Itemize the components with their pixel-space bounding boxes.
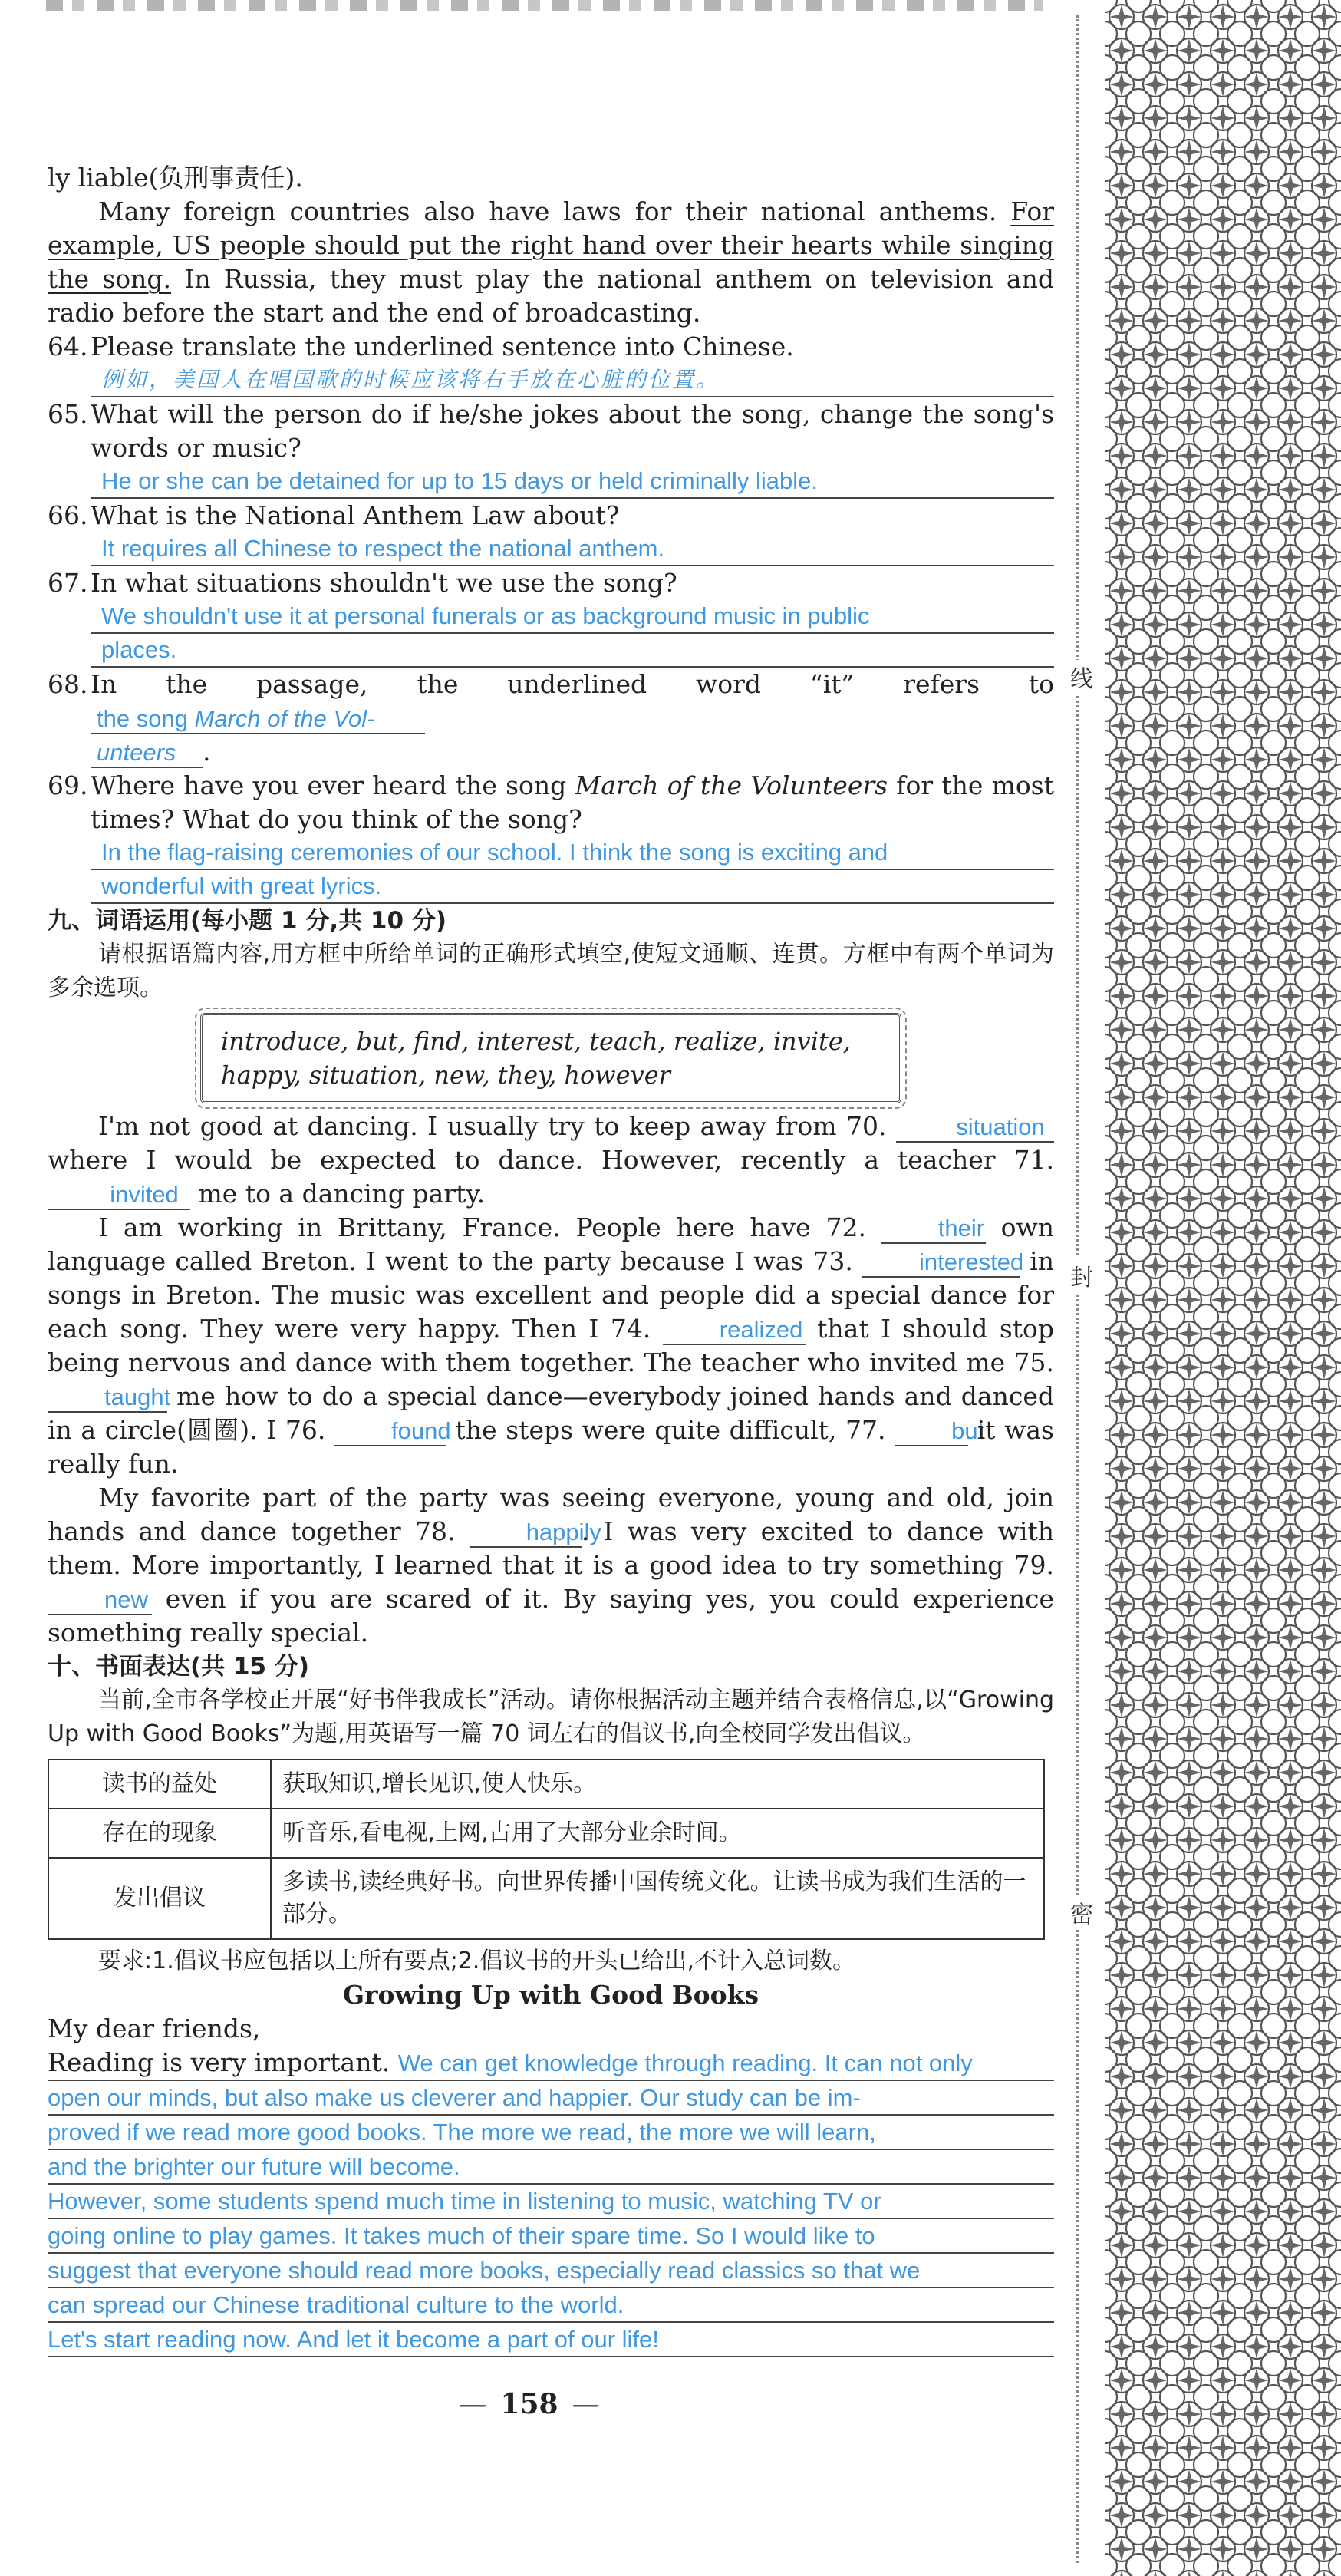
answer-66[interactable]: It requires all Chinese to respect the national anthem. xyxy=(91,533,1054,566)
answer-68-cont[interactable]: unteers xyxy=(91,739,203,768)
word-box xyxy=(200,1013,901,1103)
margin-label-middle: 封 xyxy=(1068,1258,1096,1292)
answer-69-line1[interactable]: In the flag-raising ceremonies of our school. I think the song is exciting and xyxy=(91,836,1054,870)
question-67: 67. In what situations shouldn't we use the song? xyxy=(48,568,677,598)
essay-line: going online to play games. It takes much of their spare time. So I would like to xyxy=(48,2219,1054,2254)
answer-69-line2[interactable]: wonderful with great lyrics. xyxy=(91,870,1054,904)
cloze-paragraph-1: I'm not good at dancing. I usually try to keep away from 70. situation where I would be expected to dance. However, recently a teacher 71. invited me to a dancing party. xyxy=(48,1111,1054,1209)
answer-68[interactable]: the song March of the Vol- xyxy=(91,705,425,734)
section-10-instruction: 当前,全市各学校正开展“好书伴我成长”活动。请你根据活动主题并结合表格信息,以“Growing Up with Good Books”为题,用英语写一篇 70 词左右的倡议书,向全校同学发出倡议。 xyxy=(48,1687,1054,1747)
cloze-paragraph-3: My favorite part of the party was seeing everyone, young and old, join hands and dance together 78. happily. I was very excited to dance with them. More importantly, I learned that it is a good idea to try something 79. new even if you are scared of it. By saying yes, you could experience something really special. xyxy=(48,1483,1054,1648)
essay-line: and the brighter our future will become. xyxy=(48,2150,1054,2185)
blank-73[interactable]: interested xyxy=(862,1248,1020,1278)
word-box-line2: happy, situation, new, they, however xyxy=(221,1060,670,1090)
essay-line: can spread our Chinese traditional culture to the world. xyxy=(48,2288,1054,2323)
essay-line: However, some students spend much time in listening to music, watching TV or xyxy=(48,2185,1054,2219)
section-9-instruction: 请根据语篇内容,用方框中所给单词的正确形式填空,使短文通顺、连贯。方框中有两个单词为多余选项。 xyxy=(48,941,1054,1001)
blank-75[interactable]: taught xyxy=(48,1384,167,1413)
blank-72[interactable]: their xyxy=(881,1215,986,1244)
answer-65[interactable]: He or she can be detained for up to 15 days or held criminally liable. xyxy=(91,465,1054,499)
info-table xyxy=(48,1759,1045,1940)
answer-67-line2[interactable]: places. xyxy=(91,634,1054,668)
blank-71[interactable]: invited xyxy=(48,1181,190,1210)
question-64: 64. Please translate the underlined sentence into Chinese. xyxy=(48,331,794,361)
essay-greeting: My dear friends, xyxy=(48,2014,261,2043)
passage-paragraph: Many foreign countries also have laws for their national anthems. For example, US people should put the right hand over their hearts while singing the song. In Russia, they must play the national anthem on television and radio before the start and the end of broadcasting. xyxy=(48,196,1054,328)
section-10-heading: 十、书面表达(共 15 分) xyxy=(48,1653,310,1681)
margin-label-top: 线 xyxy=(1068,660,1096,694)
question-68: 68. In the passage, the underlined word “it” refers to the song March of the Vol- unteers . xyxy=(48,669,1054,767)
table-label: 发出倡议 xyxy=(48,1858,271,1939)
table-content: 获取知识,增长见识,使人快乐。 xyxy=(271,1760,1044,1809)
table-row xyxy=(48,1760,1044,1809)
essay-title: Growing Up with Good Books xyxy=(342,1980,759,2010)
table-row xyxy=(48,1858,1044,1939)
passage-line-end: ly liable(负刑事责任). xyxy=(48,163,303,193)
main-content xyxy=(48,161,1054,2357)
table-label: 读书的益处 xyxy=(48,1760,271,1809)
question-69: 69. Where have you ever heard the song March of the Volunteers for the most times? What do you think of the song? xyxy=(48,770,1054,834)
section-9-heading: 九、词语运用(每小题 1 分,共 10 分) xyxy=(48,907,446,935)
answer-67-line1[interactable]: We shouldn't use it at personal funerals or as background music in public xyxy=(91,600,1054,634)
page-number: — 158 — xyxy=(459,2388,600,2420)
question-66: 66. What is the National Anthem Law about? xyxy=(48,500,620,530)
underlined-sentence: For example, US people should put the right hand over their hearts while singing the song. xyxy=(48,196,1054,294)
blank-76[interactable]: found xyxy=(334,1417,446,1446)
blank-79[interactable]: new xyxy=(48,1586,152,1615)
table-row xyxy=(48,1809,1044,1858)
essay-line: open our minds, but also make us cleverer and happier. Our study can be im- xyxy=(48,2081,1054,2116)
requirement-text: 要求:1.倡议书应包括以上所有要点;2.倡议书的开头已给出,不计入总词数。 xyxy=(98,1948,855,1974)
table-label: 存在的现象 xyxy=(48,1809,271,1858)
cloze-paragraph-2: I am working in Brittany, France. People here have 72. their own language called Breton. I went to the party because I was 73. interested in songs in Breton. The music was excellent and people did a special dance for each song. They were very happy. Then I 74. realized that I should stop being nervous and dance with them together. The teacher who invited me 75. taught me how to do a special dance—everybody joined hands and danced in a circle(圆圈). I 76. found the steps were quite difficult, 77. but it was really fun. xyxy=(48,1212,1055,1479)
blank-70[interactable]: situation xyxy=(896,1113,1054,1143)
essay-line: Reading is very important. We can get knowledge through reading. It can not only xyxy=(48,2046,1054,2081)
table-content: 多读书,读经典好书。向世界传播中国传统文化。让读书成为我们生活的一部分。 xyxy=(271,1858,1044,1939)
essay-line: proved if we read more good books. The more we read, the more we will learn, xyxy=(48,2116,1054,2150)
blank-77[interactable]: but xyxy=(895,1417,968,1446)
blank-78[interactable]: happily xyxy=(470,1519,582,1548)
word-box-line1: introduce, but, find, interest, teach, realize, invite, xyxy=(221,1027,851,1056)
question-65: 65. What will the person do if he/she jokes about the song, change the song's words or music? xyxy=(48,399,1054,463)
margin-label-bottom: 密 xyxy=(1068,1895,1096,1929)
answer-64[interactable]: 例如，美国人在唱国歌的时候应该将右手放在心脏的位置。 xyxy=(91,364,1054,397)
top-scan-edge xyxy=(46,0,1043,11)
blank-74[interactable]: realized xyxy=(663,1316,806,1345)
decorative-border-pattern xyxy=(1105,0,1341,2576)
essay-line: Let's start reading now. And let it become a part of our life! xyxy=(48,2323,1054,2357)
table-content: 听音乐,看电视,上网,占用了大部分业余时间。 xyxy=(271,1809,1044,1858)
essay-line: suggest that everyone should read more books, especially read classics so that we xyxy=(48,2254,1054,2288)
essay-answer[interactable] xyxy=(48,2046,1054,2357)
